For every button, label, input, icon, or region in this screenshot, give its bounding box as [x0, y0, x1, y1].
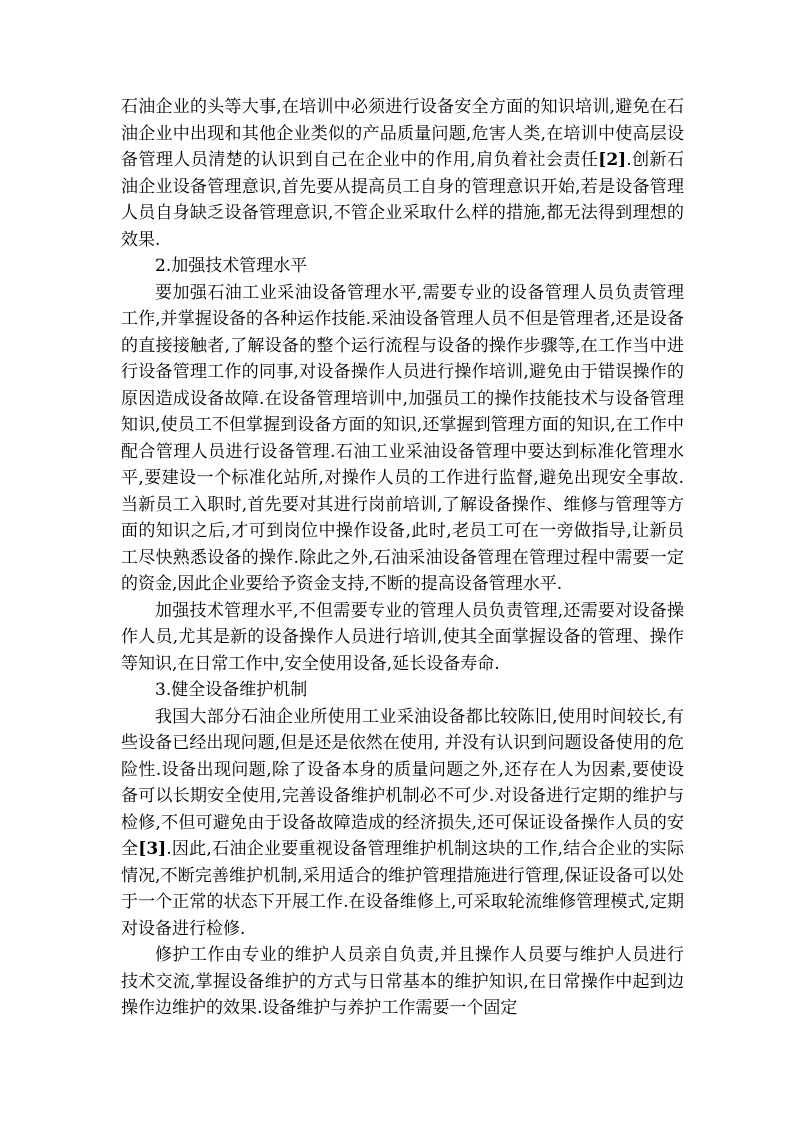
section-2-paragraph-1: 要加强石油工业采油设备管理水平,需要专业的设备管理人员负责管理工作,并掌握设备的各种运作技能.采油设备管理人员不但是管理者,还是设备的直接接触者,了解设备的整个运行流程与设备的操作步骤等,在工作当中进行设备管理工作的同事,对设备操作人员进行操作培训,避免由于错误操作的原因造成设备故障.在设备管理培训中,加强员工的操作技能技术与设备管理知识,使员工不但掌握到设备方面的知识,还掌握到管理方面的知识,在工作中配合管理人员进行设备管理.石油工业采油设备管理中要达到标准化管理水平,要建设一个标准化站所,对操作人员的工作进行监督,避免出现安全事故.当新员工入职时,首先要对其进行岗前培训,了解设备操作、维修与管理等方面的知识之后,才可到岗位中操作设备,此时,老员工可在一旁做指导,让新员工尽快熟悉设备的操作.除此之外,石油采油设备管理在管理过程中需要一定的资金,因此企业要给予资金支持,不断的提高设备管理水平.	[121, 282, 684, 594]
section-2-paragraph-2: 加强技术管理水平,不但需要专业的管理人员负责管理,还需要对设备操作人员,尤其是新的设备操作人员进行培训,使其全面掌握设备的管理、操作等知识,在日常工作中,安全使用设备,延长设备寿命.	[121, 600, 684, 674]
section-3-text-after-citation: .因此,石油企业要重视设备管理维护机制这块的工作,结合企业的实际情况,不断完善维护机制,采用适合的维护管理措施进行管理,保证设备可以处于一个正常的状态下开展工作.在设备维修上,可采取轮流维修管理模式,定期对设备进行检修.	[121, 839, 684, 939]
section-3-paragraph-1	[121, 704, 684, 943]
section-3-text-before-citation: 我国大部分石油企业所使用工业采油设备都比较陈旧,使用时间较长,有些设备已经出现问题,但是还是依然在使用, 并没有认识到问题设备使用的危险性.设备出现问题,除了设备本身的质量问题之外,还存在人为因素,要使设备可以长期安全使用,完善设备维护机制必不可少.对设备进行定期的维护与检修,不但可避免由于设备故障造成的经济损失,还可保证设备操作人员的安全	[121, 706, 684, 859]
document-page	[121, 94, 684, 1022]
section-2-heading: 2.加强技术管理水平	[155, 256, 308, 276]
section-3-paragraph-2: 修护工作由专业的维护人员亲自负责,并且操作人员要与维护人员进行技术交流,掌握设备维护的方式与日常基本的维护知识,在日常操作中起到边操作边维护的效果.设备维护与养护工作需要一个固定	[121, 945, 684, 1018]
section-3-heading: 3.健全设备维护机制	[155, 680, 308, 700]
intro-text-before-citation: 石油企业的头等大事,在培训中必须进行设备安全方面的知识培训,避免在石油企业中出现和其他企业类似的产品质量问题,危害人类,在培训中使高层设备管理人员清楚的认识到自己在企业中的作用,肩负着社会责任	[121, 97, 684, 170]
intro-text-after-citation: .创新石油企业设备管理意识,首先要从提高员工自身的管理意识开始,若是设备管理人员自身缺乏设备管理意识,不管企业采取什么样的措施,都无法得到理想的效果.	[121, 150, 685, 250]
intro-paragraph	[121, 94, 684, 253]
citation-3: [3]	[138, 839, 167, 859]
citation-2: [2]	[598, 150, 627, 170]
